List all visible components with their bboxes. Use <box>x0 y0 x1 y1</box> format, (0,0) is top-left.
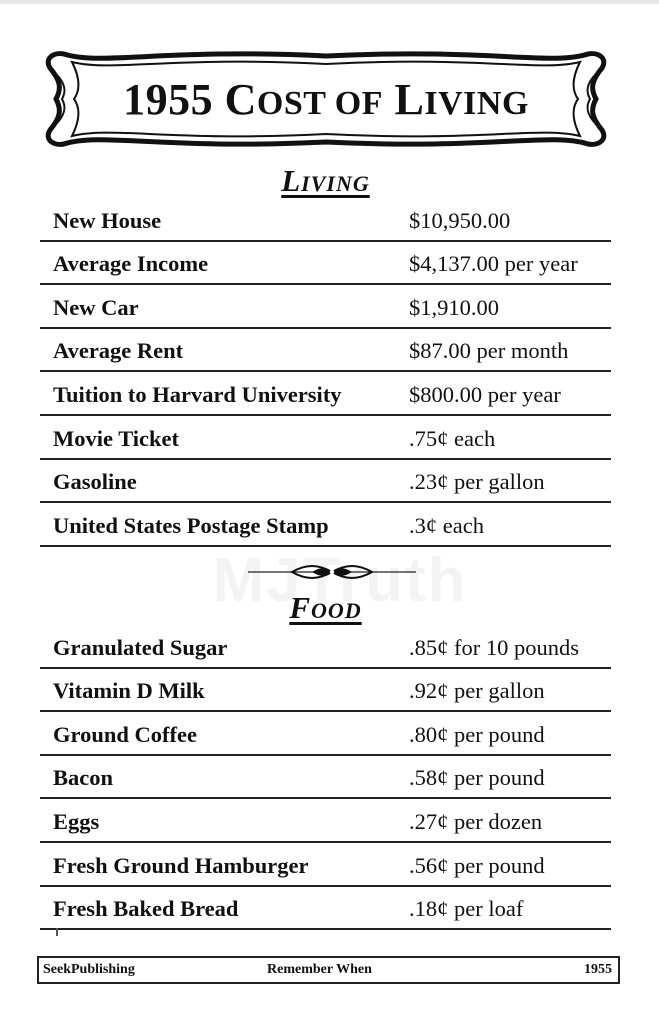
item-label: Average Rent <box>53 338 184 364</box>
item-price: .58¢ per pound <box>409 765 545 791</box>
item-label: New House <box>53 207 162 233</box>
item-price: .18¢ per loaf <box>409 896 524 922</box>
top-edge-line <box>0 0 659 4</box>
item-price: $10,950.00 <box>409 207 511 233</box>
footer-series: Remember When <box>267 962 372 977</box>
stray-mark <box>56 928 58 936</box>
footer-publisher: SeekPublishing <box>43 962 135 977</box>
item-label: Tuition to Harvard University <box>53 381 342 407</box>
title-banner <box>42 44 610 154</box>
item-label: Movie Ticket <box>53 425 180 451</box>
item-price: $1,910.00 <box>409 294 499 320</box>
living-table <box>40 198 611 547</box>
item-price: .56¢ per pound <box>409 852 545 878</box>
table-row <box>40 887 611 931</box>
item-label: Fresh Ground Hamburger <box>53 852 309 878</box>
item-label: Gasoline <box>53 469 137 495</box>
item-price: .75¢ each <box>409 425 496 451</box>
item-label: Eggs <box>53 808 100 834</box>
table-row <box>40 503 611 547</box>
food-table <box>40 625 611 930</box>
table-row <box>40 799 611 843</box>
table-row <box>40 198 611 242</box>
table-row <box>40 416 611 460</box>
item-label: New Car <box>53 294 139 320</box>
table-row <box>40 843 611 887</box>
item-price: .27¢ per dozen <box>409 808 543 834</box>
section-heading-living: Living <box>281 163 370 198</box>
item-price: $87.00 per month <box>409 338 569 364</box>
footer-bar <box>37 956 620 984</box>
table-row <box>40 372 611 416</box>
table-row <box>40 460 611 504</box>
table-row <box>40 242 611 286</box>
item-label: Fresh Baked Bread <box>53 896 239 922</box>
item-label: Vitamin D Milk <box>53 678 205 704</box>
table-row <box>40 712 611 756</box>
ornament-divider-icon <box>248 560 416 584</box>
item-label: Ground Coffee <box>53 721 197 747</box>
item-price: .85¢ for 10 pounds <box>409 634 579 660</box>
item-price: .92¢ per gallon <box>409 678 545 704</box>
item-label: United States Postage Stamp <box>53 512 329 538</box>
item-price: .80¢ per pound <box>409 721 545 747</box>
footer-year: 1955 <box>584 962 612 977</box>
item-price: .3¢ each <box>409 512 484 538</box>
table-row <box>40 285 611 329</box>
item-label: Bacon <box>53 765 114 791</box>
item-label: Granulated Sugar <box>53 634 228 660</box>
item-price: $4,137.00 per year <box>409 251 578 277</box>
section-heading-food: Food <box>289 590 362 625</box>
table-row <box>40 669 611 713</box>
table-row <box>40 625 611 669</box>
page-title: 1955 COST OF LIVING <box>123 75 529 124</box>
item-price: .23¢ per gallon <box>409 469 545 495</box>
item-label: Average Income <box>53 251 209 277</box>
table-row <box>40 329 611 373</box>
table-row <box>40 756 611 800</box>
item-price: $800.00 per year <box>409 381 561 407</box>
